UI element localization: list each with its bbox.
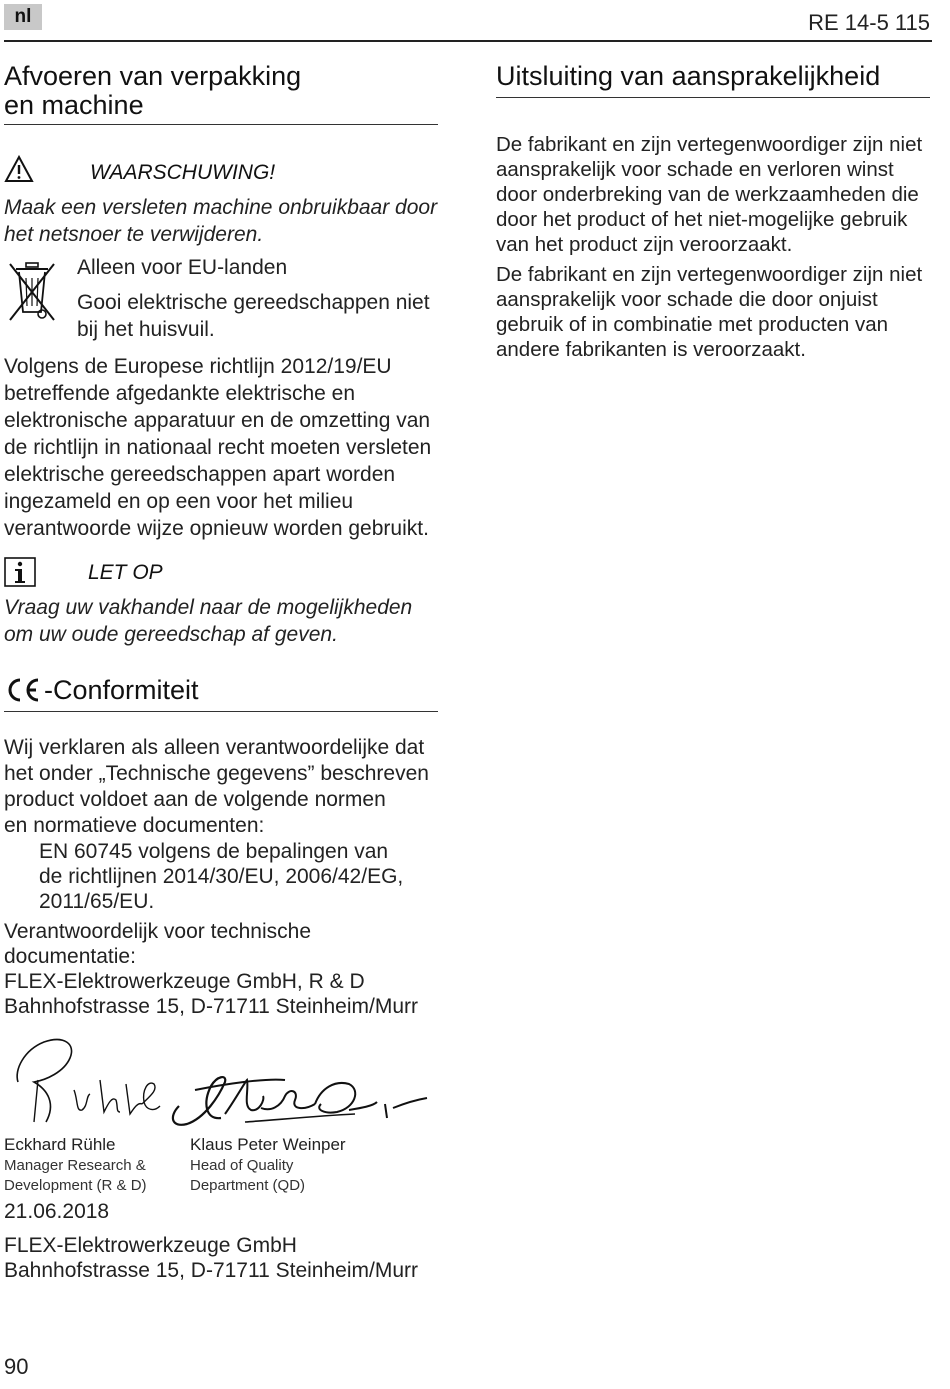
crossed-bin-icon [6, 260, 58, 322]
liability-title: Uitsluiting van aansprakelijkheid [496, 61, 881, 91]
declaration-date: 21.06.2018 [4, 1200, 110, 1223]
page-number: 90 [4, 1354, 29, 1379]
eu-only-label: Alleen voor EU-landen [77, 256, 288, 279]
warning-triangle-icon [4, 155, 34, 183]
warning-label: WAARSCHUWING! [90, 161, 276, 184]
warning-text: Maak een versleten machine onbruikbaar door het netsnoer te verwijderen. [4, 196, 438, 246]
conformity-title-rule [4, 711, 438, 712]
language-badge: nl [4, 4, 42, 30]
signature-ruhle [4, 1030, 169, 1130]
header-rule [4, 40, 932, 42]
company-address: FLEX-Elektrowerkzeuge GmbH Bahnhofstrasse 15, D-71711 Steinheim/Murr [4, 1234, 418, 1282]
conformity-standards: EN 60745 volgens de bepalingen van de richtlijnen 2014/30/EU, 2006/42/EG, 2011/65/EU. [39, 840, 404, 913]
conformity-intro: Wij verklaren als alleen verantwoordelijke dat het onder „Technische gegevens” beschreven product voldoet aan de volgende normen en normatieve documenten: [4, 736, 429, 837]
responsible-documentation: Verantwoordelijk voor technische documentatie: FLEX-Elektrowerkzeuge GmbH, R & D Bahnhofstrasse 15, D-71711 Steinheim/Murr [4, 920, 418, 1018]
liability-paragraph-1: De fabrikant en zijn vertegenwoordiger zijn niet aansprakelijk voor schade en verloren winst door onderbreking van de werkzaamheden die door het product of het niet-mogelijke gebruik van het product zijn veroorzaakt. [496, 133, 923, 256]
liability-title-rule [496, 97, 930, 98]
disposal-title-rule [4, 124, 438, 125]
signer1-role: Manager Research & Development (R & D) [4, 1157, 147, 1194]
liability-paragraph-2: De fabrikant en zijn vertegenwoordiger zijn niet aansprakelijk voor schade die door onjuist gebruik of in combinatie met producten van andere fabrikanten is veroorzaakt. [496, 263, 923, 361]
eu-disposal-text: Gooi elektrische gereedschappen niet bij het huisvuil. [77, 291, 430, 341]
conformity-title: -Conformiteit [44, 675, 199, 705]
signer1-name: Eckhard Rühle [4, 1135, 116, 1154]
info-icon [4, 557, 36, 587]
document-code: RE 14-5 115 [808, 10, 930, 35]
signer2-role: Head of Quality Department (QD) [190, 1157, 306, 1194]
note-text: Vraag uw vakhandel naar de mogelijkheden om uw oude gereedschap af geven. [4, 596, 413, 646]
ce-mark-icon [4, 675, 42, 705]
directive-paragraph: Volgens de Europese richtlijn 2012/19/EU betreffende afgedankte elektrische en elektronische apparatuur en de omzetting van de richtlijn in nationaal recht moeten versleten elektrische gereedschappen apart worden ingezameld en op een voor het milieu verantwoorde wijze opnieuw worden gebruikt. [4, 355, 432, 540]
signature-weinper [165, 1060, 435, 1135]
signer2-name: Klaus Peter Weinper [190, 1135, 346, 1154]
note-label: LET OP [88, 561, 163, 584]
disposal-title: Afvoeren van verpakking en machine [4, 61, 302, 120]
